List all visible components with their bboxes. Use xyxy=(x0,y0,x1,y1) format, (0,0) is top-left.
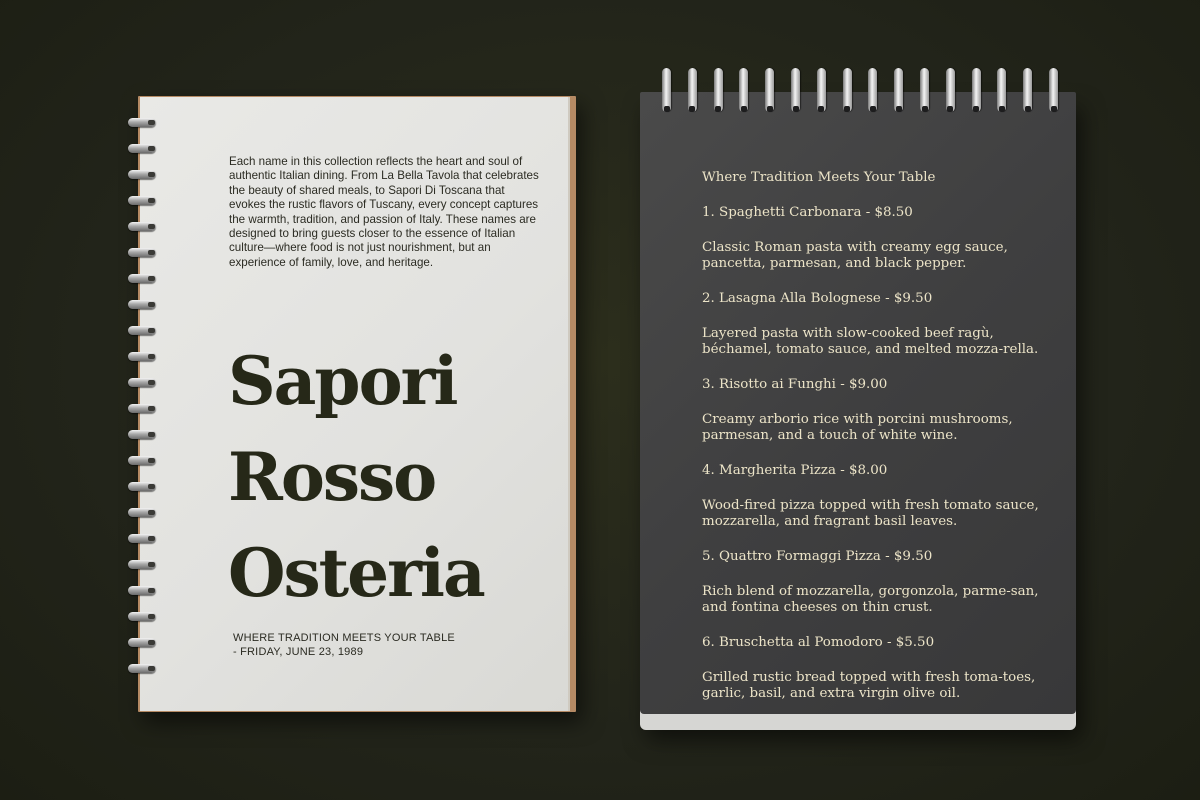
menu-item-description: Creamy arborio rice with porcini mushrooms, parmesan, and a touch of white wine. xyxy=(702,412,1013,443)
binding-hole xyxy=(148,510,155,515)
menu-list xyxy=(702,170,1046,721)
menu-item xyxy=(702,549,1046,616)
binding-hole xyxy=(148,380,155,385)
binding-hole xyxy=(148,484,155,489)
binding-hole xyxy=(148,536,155,541)
tagline-line-1: WHERE TRADITION MEETS YOUR TABLE xyxy=(233,632,455,644)
left-notebook-page xyxy=(140,97,568,711)
binding-hole xyxy=(148,250,155,255)
binding-hole xyxy=(148,458,155,463)
binding-hole xyxy=(973,106,979,112)
right-notebook-cover xyxy=(640,92,1076,714)
binding-hole xyxy=(1051,106,1057,112)
binding-hole xyxy=(844,106,850,112)
binding-hole xyxy=(148,302,155,307)
binding-hole xyxy=(870,106,876,112)
menu-item-description: Wood-fired pizza topped with fresh tomato sauce, mozzarella, and fragrant basil leaves. xyxy=(702,498,1039,529)
binding-hole xyxy=(1025,106,1031,112)
menu-item xyxy=(702,205,1046,272)
brand-title xyxy=(228,333,484,621)
menu-item-name: 5. Quattro Formaggi Pizza - $9.50 xyxy=(702,549,933,564)
binding-hole xyxy=(148,198,155,203)
binding-hole xyxy=(148,354,155,359)
top-spiral-binding xyxy=(662,68,1062,120)
binding-hole xyxy=(741,106,747,112)
binding-hole xyxy=(148,666,155,671)
binding-hole xyxy=(767,106,773,112)
binding-hole xyxy=(148,588,155,593)
binding-hole xyxy=(689,106,695,112)
binding-hole xyxy=(999,106,1005,112)
binding-hole xyxy=(148,146,155,151)
menu-item-description: Classic Roman pasta with creamy egg sauce, pancetta, parmesan, and black pepper. xyxy=(702,240,1008,271)
intro-paragraph: Each name in this collection reflects the heart and soul of authentic Italian dining. From La Bella Tavola that celebrates the beauty of shared meals, to Sapori Di Toscana that evokes the rustic flavors of Tuscany, every concept captures the warmth, tradition, and passion of Italy. These names are designed to bring guests closer to the essence of Italian culture—where food is not just nourishment, but an experience of family, love, and heritage. xyxy=(229,155,539,269)
menu-item-description: Layered pasta with slow-cooked beef ragù, béchamel, tomato sauce, and melted mozza-rella. xyxy=(702,326,1039,357)
menu-item xyxy=(702,635,1046,702)
brand-title-line-2: Rosso xyxy=(228,438,436,516)
tagline-line-2: - FRIDAY, JUNE 23, 1989 xyxy=(233,646,364,658)
binding-hole xyxy=(148,406,155,411)
menu-item xyxy=(702,291,1046,358)
binding-hole xyxy=(148,328,155,333)
binding-hole xyxy=(715,106,721,112)
menu-item-name: 6. Bruschetta al Pomodoro - $5.50 xyxy=(702,635,935,650)
menu-item-name: 1. Spaghetti Carbonara - $8.50 xyxy=(702,205,913,220)
brand-title-line-1: Sapori xyxy=(228,342,457,420)
menu-item-description: Rich blend of mozzarella, gorgonzola, parme-san, and fontina cheeses on thin crust. xyxy=(702,584,1039,615)
binding-hole xyxy=(947,106,953,112)
menu-item-name: 2. Lasagna Alla Bolognese - $9.50 xyxy=(702,291,933,306)
right-notebook xyxy=(638,68,1078,732)
tagline xyxy=(233,631,455,659)
binding-hole xyxy=(148,276,155,281)
menu-item-description: Grilled rustic bread topped with fresh toma-toes, garlic, basil, and extra virgin olive oil. xyxy=(702,670,1036,701)
left-notebook xyxy=(124,96,578,712)
menu-item xyxy=(702,463,1046,530)
brand-title-line-3: Osteria xyxy=(228,534,484,612)
binding-hole xyxy=(664,106,670,112)
binding-hole xyxy=(148,640,155,645)
menu-item xyxy=(702,377,1046,444)
binding-hole xyxy=(793,106,799,112)
binding-hole xyxy=(148,224,155,229)
binding-hole xyxy=(818,106,824,112)
binding-hole xyxy=(148,120,155,125)
left-spiral-binding xyxy=(128,118,158,688)
binding-hole xyxy=(148,172,155,177)
menu-heading: Where Tradition Meets Your Table xyxy=(702,170,936,185)
binding-hole xyxy=(148,614,155,619)
binding-hole xyxy=(922,106,928,112)
menu-item-name: 4. Margherita Pizza - $8.00 xyxy=(702,463,888,478)
binding-hole xyxy=(148,432,155,437)
binding-hole xyxy=(896,106,902,112)
binding-hole xyxy=(148,562,155,567)
menu-item-name: 3. Risotto ai Funghi - $9.00 xyxy=(702,377,888,392)
